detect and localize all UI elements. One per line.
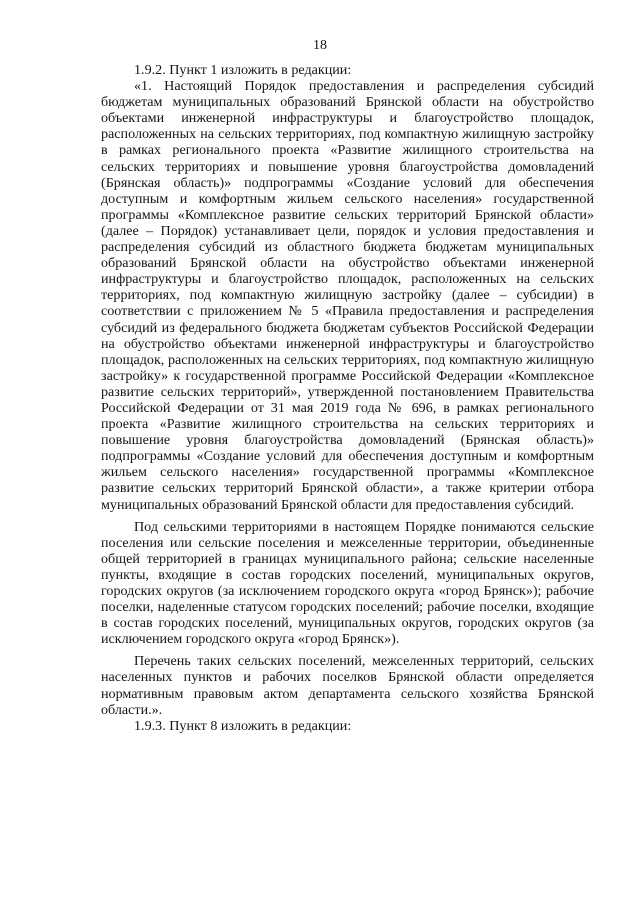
paragraph-clause-1-9-3-heading: 1.9.3. Пункт 8 изложить в редакции:	[134, 717, 352, 734]
document-body	[101, 62, 594, 734]
paragraph-rural-territories-list: Перечень таких сельских поселений, межселенных территорий, сельских населенных пунктов и рабочих поселков Брянской области определяется нормативным правовым актом департамента сельского хозяйства Брянской области.».	[101, 653, 594, 718]
page-number: 18	[313, 38, 327, 53]
paragraph-clause-1-text: «1. Настоящий Порядок предоставления и распределения субсидий бюджетам муниципальных образований Брянской области на обустройство объектами инженерной инфраструктуры и благоустройство площадок, расположенных на сельских территориях, под компактную жилищную застройку в рамках регионального проекта «Развитие жилищного строительства на сельских территориях и повышение уровня благоустройства домовладений (Брянская область)» подпрограммы «Создание условий для обеспечения доступным и комфортным жильем сельского населения» государственной программы «Комплексное развитие сельских территорий Брянской области» (далее – Порядок) устанавливает цели, порядок и условия предоставления и распределения субсидий из областного бюджета бюджетам муниципальных образований Брянской области на обустройство объектами инженерной инфраструктуры и благоустройство площадок, расположенных на сельских территориях, под компактную жилищную застройку (далее – субсидии) в соответствии с приложением № 5 «Правила предоставления и распределения субсидий из федерального бюджета бюджетам субъектов Российской Федерации на обустройство объектами инженерной инфраструктуры и благоустройство площадок, расположенных на сельских территориях, под компактную жилищную застройку» к государственной программе Российской Федерации «Комплексное развитие сельских территорий», утвержденной постановлением Правительства Российской Федерации от 31 мая 2019 года № 696, в рамках регионального проекта «Развитие жилищного строительства на сельских территориях и повышение уровня благоустройства домовладений (Брянская область)» подпрограммы «Создание условий для обеспечения доступным и комфортным жильем сельского населения» государственной программы «Комплексное развитие сельских территорий Брянской области», а также критерии отбора муниципальных образований Брянской области для предоставления субсидий.	[101, 78, 594, 513]
paragraph-rural-territories-definition: Под сельскими территориями в настоящем Порядке понимаются сельские поселения или сельские поселения и межселенные территории, объединенные общей территорией в границах муниципального района; сельские населенные пункты, входящие в состав городских поселений, муниципальных округов, городских округов (за исключением городского округа «город Брянск»); рабочие поселки, наделенные статусом городских поселений; рабочие поселки, входящие в состав городских поселений, муниципальных округов, городских округов (за исключением городского округа «город Брянск»).	[101, 518, 594, 648]
paragraph-clause-1-9-2-heading: 1.9.2. Пункт 1 изложить в редакции:	[134, 62, 352, 78]
